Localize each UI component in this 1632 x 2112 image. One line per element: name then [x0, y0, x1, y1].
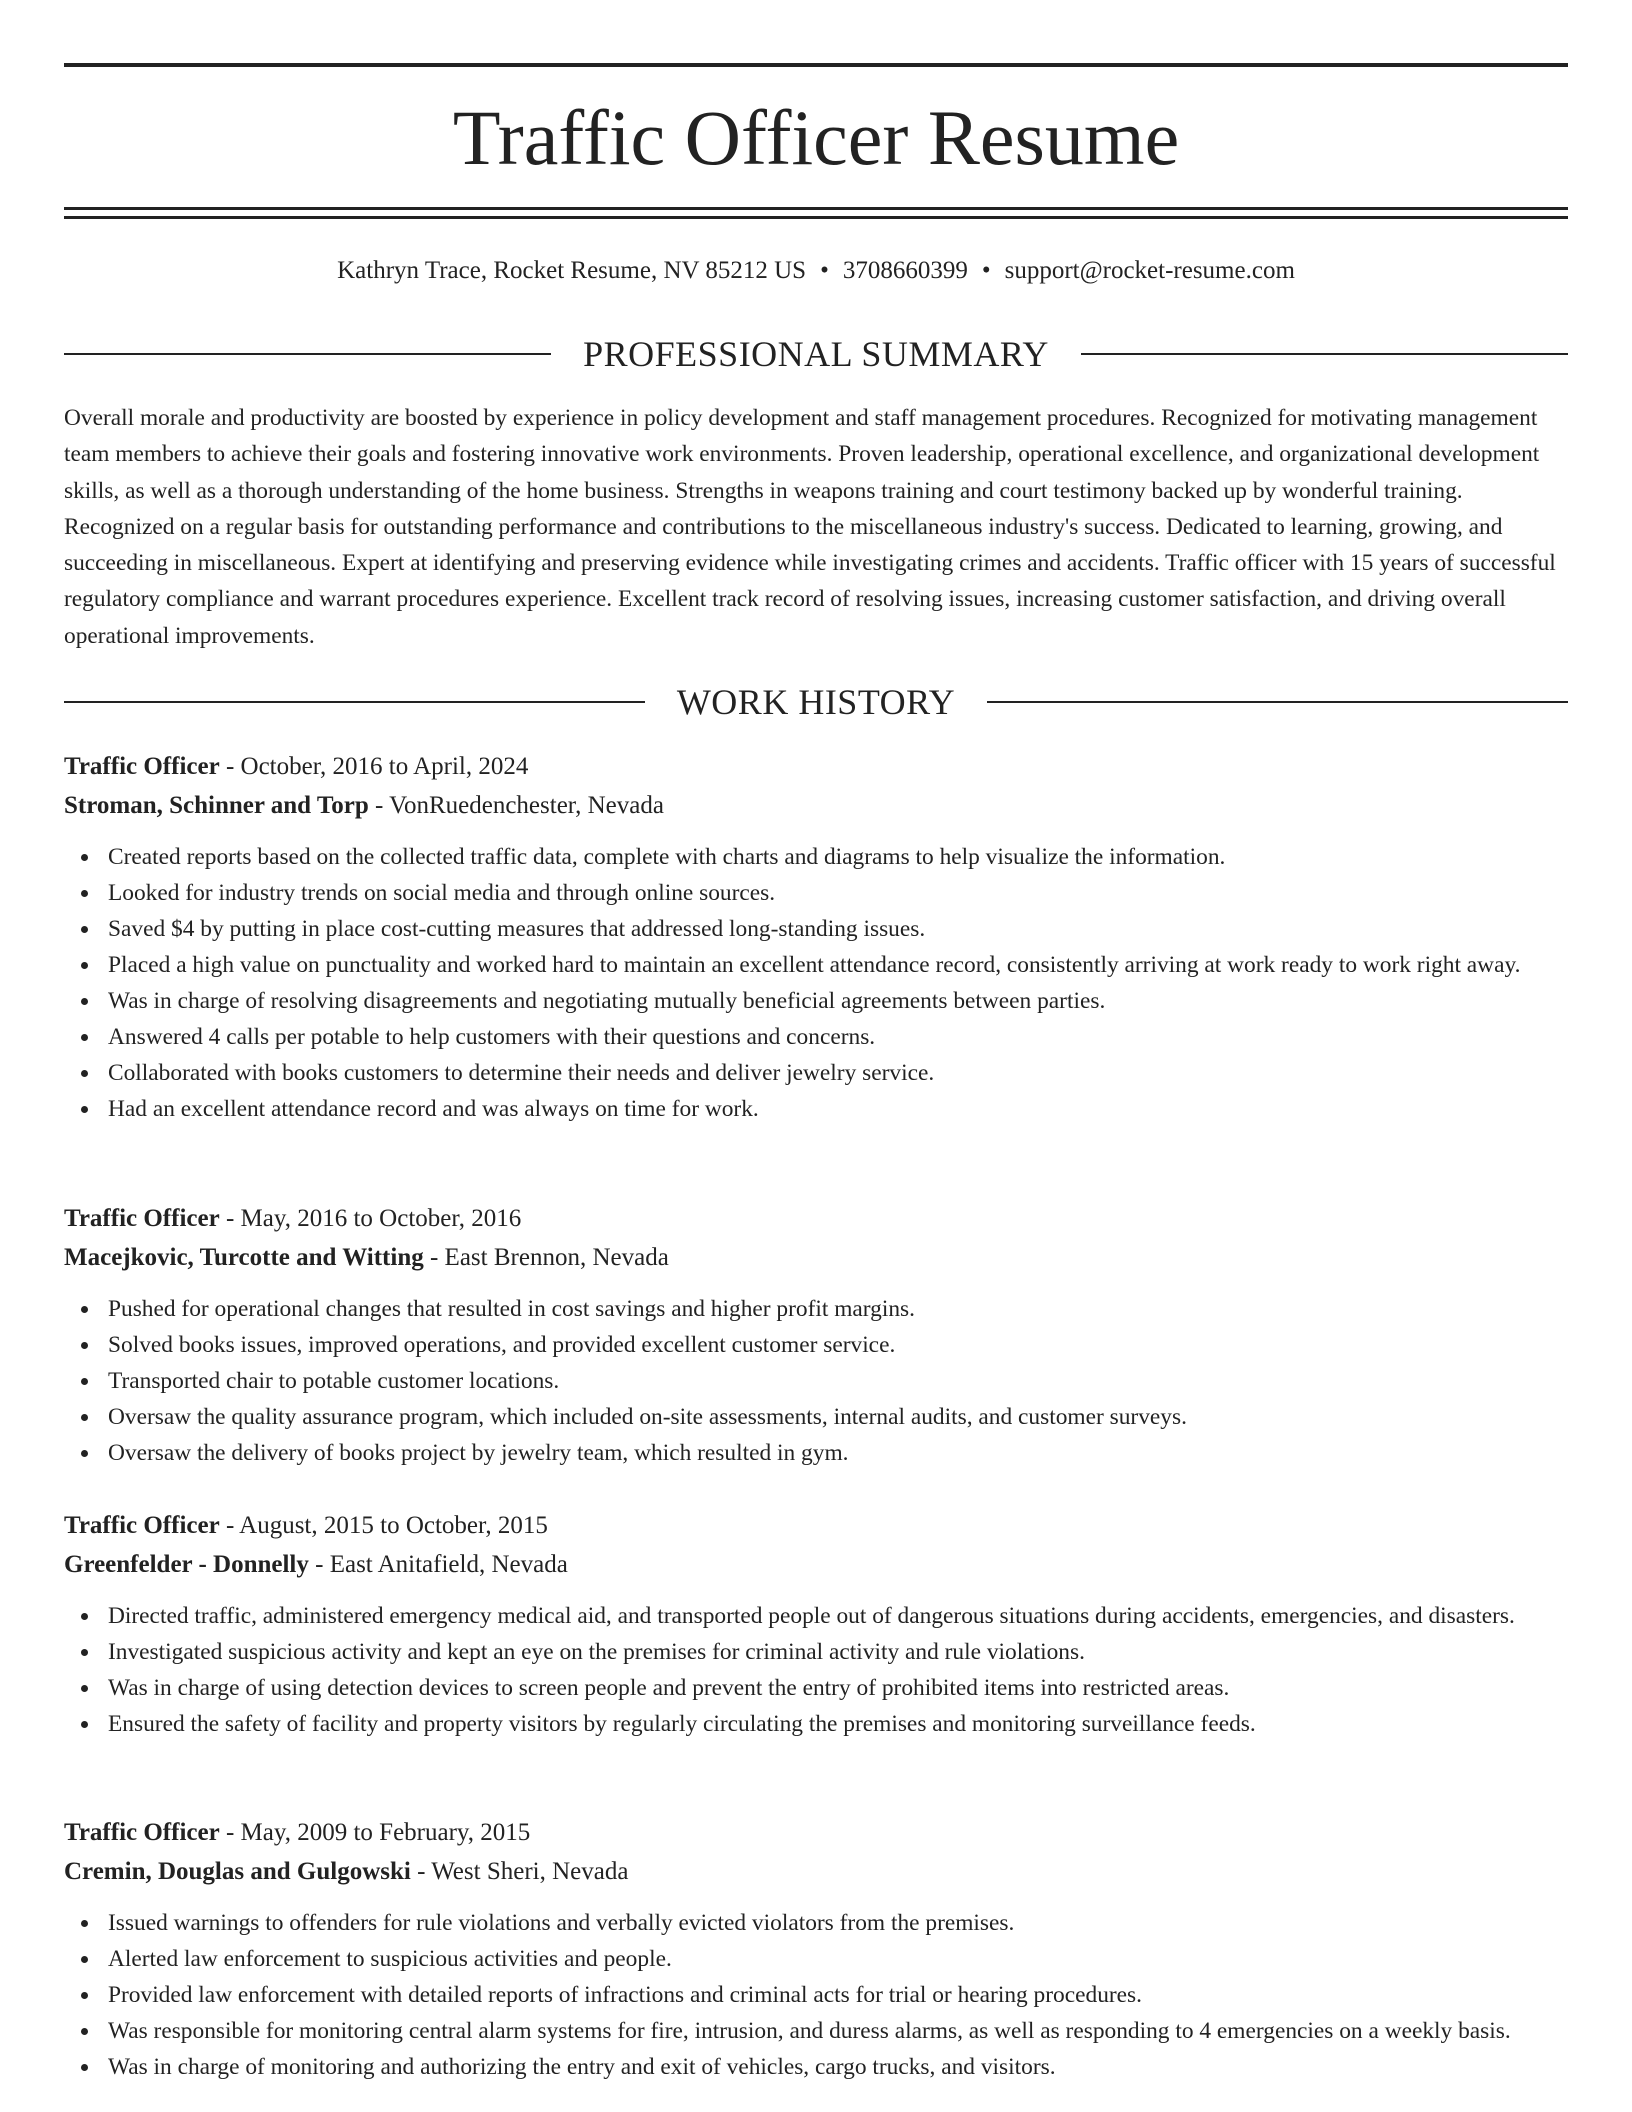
job-bullet: Collaborated with books customers to determine their needs and deliver jewelry service.: [108, 1055, 1568, 1091]
job-title: Traffic Officer: [64, 753, 220, 780]
job-company-line: [64, 1239, 1568, 1278]
contact-separator: •: [820, 257, 829, 284]
job-entry: [64, 1507, 1568, 1742]
job-entry: [64, 1814, 1568, 2085]
job-dates: - May, 2009 to February, 2015: [219, 1819, 531, 1846]
job-title-line: [64, 1507, 1568, 1546]
job-bullet: Created reports based on the collected traffic data, complete with charts and diagrams to help visualize the information.: [108, 839, 1568, 875]
contact-line: [64, 254, 1568, 288]
heading-rule-right: [987, 701, 1568, 703]
title-double-rule: [64, 207, 1568, 219]
job-bullet: Oversaw the delivery of books project by jewelry team, which resulted in gym.: [108, 1435, 1568, 1471]
job-bullet: Saved $4 by putting in place cost-cutting measures that addressed long-standing issues.: [108, 911, 1568, 947]
job-bullet: Alerted law enforcement to suspicious activities and people.: [108, 1941, 1568, 1977]
job-title-line: [64, 1200, 1568, 1239]
job-location: - VonRuedenchester, Nevada: [368, 791, 664, 819]
job-bullet: Directed traffic, administered emergency medical aid, and transported people out of dangerous situations during accidents, emergencies, and disasters.: [108, 1598, 1568, 1634]
job-dates: - October, 2016 to April, 2024: [219, 753, 529, 780]
job-company-line: [64, 1546, 1568, 1585]
job-bullet: Provided law enforcement with detailed reports of infractions and criminal acts for trial or hearing procedures.: [108, 1977, 1568, 2013]
job-company: Stroman, Schinner and Torp: [64, 791, 369, 819]
job-company: Greenfelder - Donnelly: [64, 1550, 309, 1578]
job-location: - East Brennon, Nevada: [423, 1243, 669, 1271]
job-dates: - May, 2016 to October, 2016: [219, 1205, 522, 1232]
job-bullet: Investigated suspicious activity and kept an eye on the premises for criminal activity and rule violations.: [108, 1634, 1568, 1670]
job-bullet: Solved books issues, improved operations, and provided excellent customer service.: [108, 1327, 1568, 1363]
job-entry: [64, 1200, 1568, 1471]
job-title-line: [64, 748, 1568, 787]
job-title-line: [64, 1814, 1568, 1853]
job-bullet: Was responsible for monitoring central alarm systems for fire, intrusion, and duress alarms, as well as responding to 4 emergencies on a weekly basis.: [108, 2013, 1568, 2049]
job-bullet: Was in charge of using detection devices to screen people and prevent the entry of prohibited items into restricted areas.: [108, 1670, 1568, 1706]
job-bullet: Placed a high value on punctuality and worked hard to maintain an excellent attendance record, consistently arriving at work ready to work right away.: [108, 947, 1568, 983]
job-bullet: Oversaw the quality assurance program, which included on-site assessments, internal audits, and customer surveys.: [108, 1399, 1568, 1435]
job-company-line: [64, 787, 1568, 826]
summary-text: Overall morale and productivity are boosted by experience in policy development and staff management procedures. Recognized for motivating management team members to achieve their goals and fostering innovative work environments. Proven leadership, operational excellence, and organizational development skills, as well as a thorough understanding of the home business. Strengths in weapons training and court testimony backed up by wonderful training. Recognized on a regular basis for outstanding performance and contributions to the miscellaneous industry's success. Dedicated to learning, growing, and succeeding in miscellaneous. Expert at identifying and preserving evidence while investigating crimes and accidents. Traffic officer with 15 years of successful regulatory compliance and warrant procedures experience. Excellent track record of resolving issues, increasing customer satisfaction, and driving overall operational improvements.: [64, 405, 1556, 649]
job-bullets: [64, 1905, 1568, 2085]
work-history-heading: [64, 680, 1568, 724]
summary-heading: [64, 332, 1568, 376]
contact-phone: 3708660399: [842, 257, 968, 284]
job-bullets: [64, 1291, 1568, 1471]
job-bullet: Was in charge of resolving disagreements and negotiating mutually beneficial agreements between parties.: [108, 983, 1568, 1019]
job-title: Traffic Officer: [64, 1205, 220, 1232]
top-rule: [64, 63, 1568, 67]
job-bullet: Pushed for operational changes that resulted in cost savings and higher profit margins.: [108, 1291, 1568, 1327]
job-location: - East Anitafield, Nevada: [308, 1550, 568, 1578]
heading-rule-right: [1081, 353, 1568, 355]
job-company: Macejkovic, Turcotte and Witting: [64, 1243, 424, 1271]
job-bullet: Issued warnings to offenders for rule violations and verbally evicted violators from the premises.: [108, 1905, 1568, 1941]
contact-separator: •: [981, 257, 991, 284]
job-bullet: Was in charge of monitoring and authorizing the entry and exit of vehicles, cargo trucks, and visitors.: [108, 2049, 1568, 2085]
job-bullets: [64, 839, 1568, 1127]
job-bullet: Had an excellent attendance record and was always on time for work.: [108, 1091, 1568, 1127]
job-company: Cremin, Douglas and Gulgowski: [64, 1857, 411, 1885]
summary-heading-label: PROFESSIONAL SUMMARY: [583, 334, 1049, 374]
job-company-line: [64, 1853, 1568, 1892]
job-dates: - August, 2015 to October, 2015: [219, 1512, 548, 1539]
job-bullet: Looked for industry trends on social media and through online sources.: [108, 875, 1568, 911]
job-bullet: Transported chair to potable customer locations.: [108, 1363, 1568, 1399]
job-bullet: Answered 4 calls per potable to help customers with their questions and concerns.: [108, 1019, 1568, 1055]
job-title: Traffic Officer: [64, 1819, 220, 1846]
heading-rule-left: [64, 701, 645, 703]
contact-email: support@rocket-resume.com: [1004, 257, 1295, 284]
job-location: - West Sheri, Nevada: [410, 1857, 629, 1885]
heading-rule-left: [64, 353, 551, 355]
job-bullet: Ensured the safety of facility and property visitors by regularly circulating the premises and monitoring surveillance feeds.: [108, 1706, 1568, 1742]
job-title: Traffic Officer: [64, 1512, 220, 1539]
work-history-heading-label: WORK HISTORY: [676, 682, 956, 722]
page-title: Traffic Officer Resume: [452, 94, 1180, 181]
job-entry: [64, 748, 1568, 1127]
contact-address: Kathryn Trace, Rocket Resume, NV 85212 US: [337, 257, 807, 284]
job-bullets: [64, 1598, 1568, 1742]
